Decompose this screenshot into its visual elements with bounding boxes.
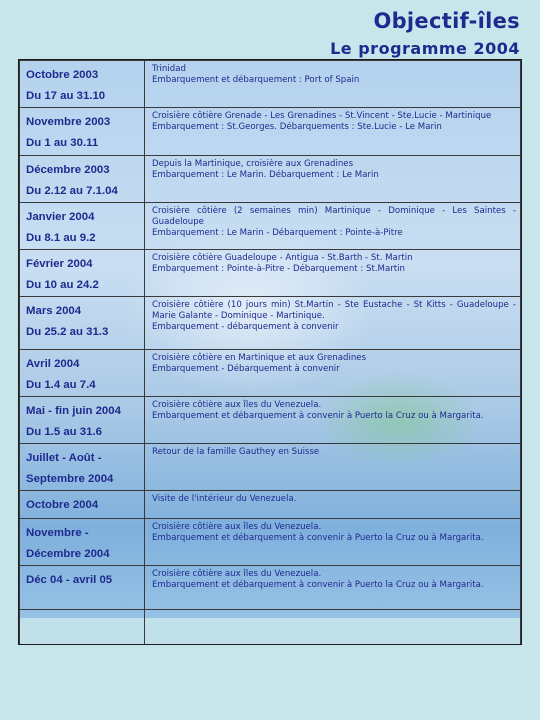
description-cell [145, 610, 521, 646]
description-line: Embarquement : Le Marin. Débarquement : Le Marin [152, 170, 379, 180]
period-cell [20, 491, 145, 519]
period-dates: Du 25.2 au 31.3 [26, 326, 109, 338]
period-month: Décembre 2003 [26, 164, 110, 176]
program-row [20, 108, 521, 156]
description-cell [145, 566, 521, 610]
period-cell [20, 610, 145, 646]
period-cell [20, 444, 145, 491]
description-cell [145, 444, 521, 491]
description-line: Visite de l'intérieur du Venezuela. [152, 494, 297, 504]
description-line: Croisière côtière Guadeloupe - Antigua - St.Barth - St. Martin [152, 253, 413, 263]
description-line: Croisière côtière aux îles du Venezuela. [152, 522, 322, 532]
period-dates: Du 1.4 au 7.4 [26, 379, 96, 391]
period-dates: Du 10 au 24.2 [26, 279, 99, 291]
program-row [20, 297, 521, 350]
description-cell [145, 156, 521, 203]
program-frame [18, 59, 522, 645]
program-row [20, 444, 521, 491]
period-month: Juillet - Août - [26, 452, 102, 464]
program-table [19, 60, 521, 645]
period-cell [20, 203, 145, 250]
page-subtitle: Le programme 2004 [330, 39, 520, 58]
description-cell [145, 250, 521, 297]
period-month: Mars 2004 [26, 305, 82, 317]
description-cell [145, 203, 521, 250]
description-cell [145, 61, 521, 108]
description-line: Embarquement et débarquement à convenir à Puerto la Cruz ou à Margarita. [152, 533, 484, 543]
program-row [20, 61, 521, 108]
description-line: Croisière côtière en Martinique et aux Grenadines [152, 353, 367, 363]
period-dates: Du 17 au 31.10 [26, 90, 106, 102]
period-dates: Du 1.5 au 31.6 [26, 426, 102, 438]
description-line: Embarquement - débarquement à convenir [152, 322, 339, 332]
period-cell [20, 250, 145, 297]
period-dates: Du 2.12 au 7.1.04 [26, 185, 118, 197]
description-cell [145, 519, 521, 566]
period-month: Octobre 2003 [26, 69, 99, 81]
period-cell [20, 297, 145, 350]
program-row [20, 566, 521, 610]
description-line: Embarquement et débarquement à convenir à Puerto la Cruz ou à Margarita. [152, 580, 484, 590]
period-cell [20, 61, 145, 108]
period-cell [20, 156, 145, 203]
description-line: Retour de la famille Gauthey en Suisse [152, 447, 320, 457]
program-row [20, 397, 521, 444]
description-line: Embarquement et débarquement : Port of Spain [152, 75, 360, 85]
period-cell [20, 397, 145, 444]
description-line: Embarquement et débarquement à convenir à Puerto la Cruz ou à Margarita. [152, 411, 484, 421]
description-cell [145, 397, 521, 444]
period-month: Avril 2004 [26, 358, 80, 370]
program-row [20, 350, 521, 397]
description-line: Croisière côtière aux îles du Venezuela. [152, 569, 322, 579]
period-cell [20, 350, 145, 397]
period-month: Novembre 2003 [26, 116, 111, 128]
description-line: Croisière côtière (2 semaines min) Martinique - Dominique - Les Saintes - Guadeloupe [152, 206, 516, 227]
description-cell [145, 108, 521, 156]
program-row [20, 610, 521, 646]
period-month: Novembre - [26, 527, 89, 539]
page-title: Objectif-îles [373, 9, 520, 33]
program-row [20, 250, 521, 297]
description-line: Embarquement : Pointe-à-Pitre - Débarquement : St.Martin [152, 264, 405, 274]
description-line: Embarquement : St.Georges. Débarquements : Ste.Lucie - Le Marin [152, 122, 442, 132]
period-month: Février 2004 [26, 258, 93, 270]
period-cell [20, 519, 145, 566]
description-line: Trinidad [152, 64, 186, 74]
period-dates: Du 1 au 30.11 [26, 137, 99, 149]
period-dates: Décembre 2004 [26, 548, 110, 560]
period-month: Mai - fin juin 2004 [26, 405, 121, 417]
description-line: Croisière côtière aux îles du Venezuela. [152, 400, 322, 410]
description-cell [145, 491, 521, 519]
period-cell [20, 108, 145, 156]
program-table-body [20, 61, 521, 646]
description-line: Croisière côtière (10 jours min) St.Martin - Ste Eustache - St Kitts - Guadeloupe - Marie Galante - Dominique - Martinique. [152, 300, 516, 321]
period-cell [20, 566, 145, 610]
program-row [20, 491, 521, 519]
description-line: Embarquement : Le Marin - Débarquement : Pointe-à-Pitre [152, 228, 403, 238]
period-month: Octobre 2004 [26, 499, 99, 511]
period-month: Janvier 2004 [26, 211, 95, 223]
page-header [330, 8, 520, 60]
period-month: Déc 04 - avril 05 [26, 574, 113, 586]
description-line: Embarquement - Débarquement à convenir [152, 364, 340, 374]
program-row [20, 156, 521, 203]
program-row [20, 203, 521, 250]
description-cell [145, 297, 521, 350]
program-row [20, 519, 521, 566]
description-line: Croisière côtière Grenade - Les Grenadines - St.Vincent - Ste.Lucie - Martinique [152, 111, 492, 121]
period-dates: Du 8.1 au 9.2 [26, 232, 96, 244]
period-dates: Septembre 2004 [26, 473, 114, 485]
description-cell [145, 350, 521, 397]
description-line: Depuis la Martinique, croisière aux Grenadines [152, 159, 354, 169]
